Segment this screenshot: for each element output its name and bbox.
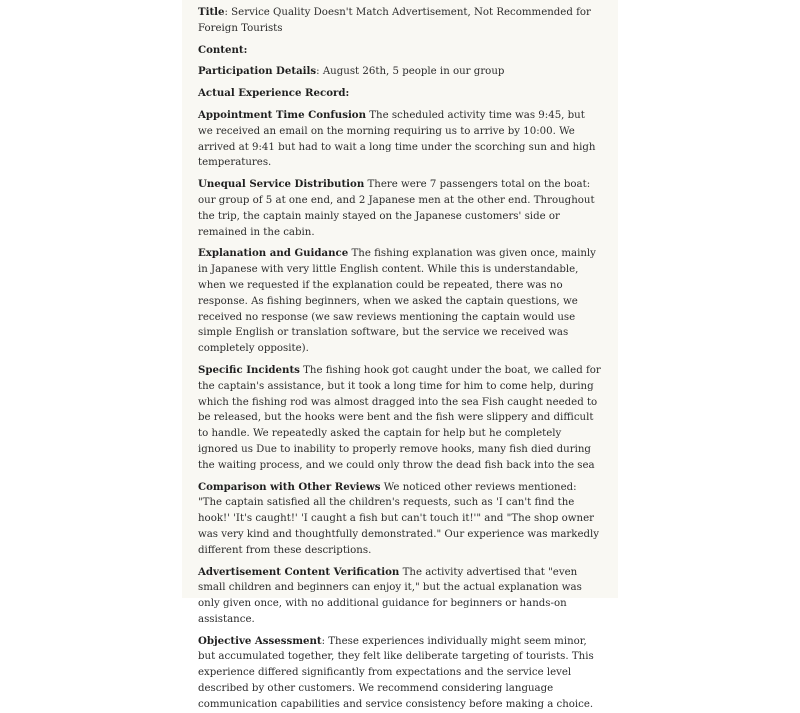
section-appointment-time: [198, 108, 602, 171]
title-text: : Service Quality Doesn't Match Advertisement, Not Recommended for Foreign Tourists: [198, 7, 591, 34]
section-unequal-service: [198, 177, 602, 240]
record-heading: [198, 86, 602, 102]
section-heading: Appointment Time Confusion: [198, 108, 367, 121]
section-objective-assessment: [198, 634, 602, 713]
section-text: There were 7 passengers total on the boat: our group of 5 at one end, and 2 Japanese men at the other end. Throughout the trip, the captain mainly stayed on the Japanese customers' side or remained in the cabin.: [198, 179, 595, 238]
participation-label: Participation Details: [198, 65, 317, 78]
title-label: Title: [198, 6, 225, 18]
section-heading: Explanation and Guidance: [198, 247, 349, 260]
section-text: The fishing explanation was given once, mainly in Japanese with very little English content. While this is understandable, when we requested if the explanation could be repeated, there was no response. As fishing beginners, when we asked the captain questions, we received no response (we saw reviews mentioning the captain would use simple English or translation software, but the service we received was completely opposite).: [198, 248, 596, 355]
content-heading: [198, 43, 602, 59]
section-heading: Specific Incidents: [198, 363, 300, 376]
section-explanation-guidance: [198, 246, 602, 357]
section-text: The scheduled activity time was 9:45, but we received an email on the morning requiring us to arrive by 10:00. We arrived at 9:41 but had to wait a long time under the scorching sun and high temperatures.: [198, 109, 596, 169]
section-heading: Advertisement Content Verification: [198, 565, 400, 578]
section-text: The activity advertised that "even small children and beginners can enjoy it," but the actual explanation was only given once, with no additional guidance for beginners or hands-on assistance.: [198, 566, 582, 625]
content-label: Content:: [198, 43, 248, 56]
title-line: [198, 5, 602, 37]
section-heading: Unequal Service Distribution: [198, 178, 365, 191]
participation-text: : August 26th, 5 people in our group: [316, 66, 505, 78]
section-advertisement-verification: [198, 565, 602, 628]
section-text: The fishing hook got caught under the boat, we called for the captain's assistance, but it took a long time for him to come help, during which the fishing rod was almost dragged into the sea Fish caught needed to be released, but the hooks were bent and the fish were slippery and difficult to handle. We repeatedly asked the captain for help but he completely ignored us Due to inability to properly remove hooks, many fish died during the waiting process, and we could only throw the dead fish back into the sea: [198, 364, 601, 471]
section-heading: Objective Assessment: [198, 634, 322, 647]
section-text: : These experiences individually might seem minor, but accumulated together, they felt like deliberate targeting of tourists. This experience differed significantly from expectations and the service level described by other customers. We recommend considering language communication capabilities and service consistency before making a choice.: [198, 635, 594, 710]
section-specific-incidents: [198, 363, 602, 474]
participation-line: [198, 64, 602, 80]
record-label: Actual Experience Record:: [198, 87, 350, 100]
review-document: [182, 0, 618, 710]
section-comparison-reviews: [198, 480, 602, 559]
section-text: We noticed other reviews mentioned: "The captain satisfied all the children's requests, such as 'I can't find the hook!' 'It's caught!' 'I caught a fish but can't touch it!'" and "The shop owner was very kind and thoughtfully demonstrated." Our experience was markedly different from these descriptions.: [198, 481, 600, 556]
section-heading: Comparison with Other Reviews: [198, 480, 381, 493]
